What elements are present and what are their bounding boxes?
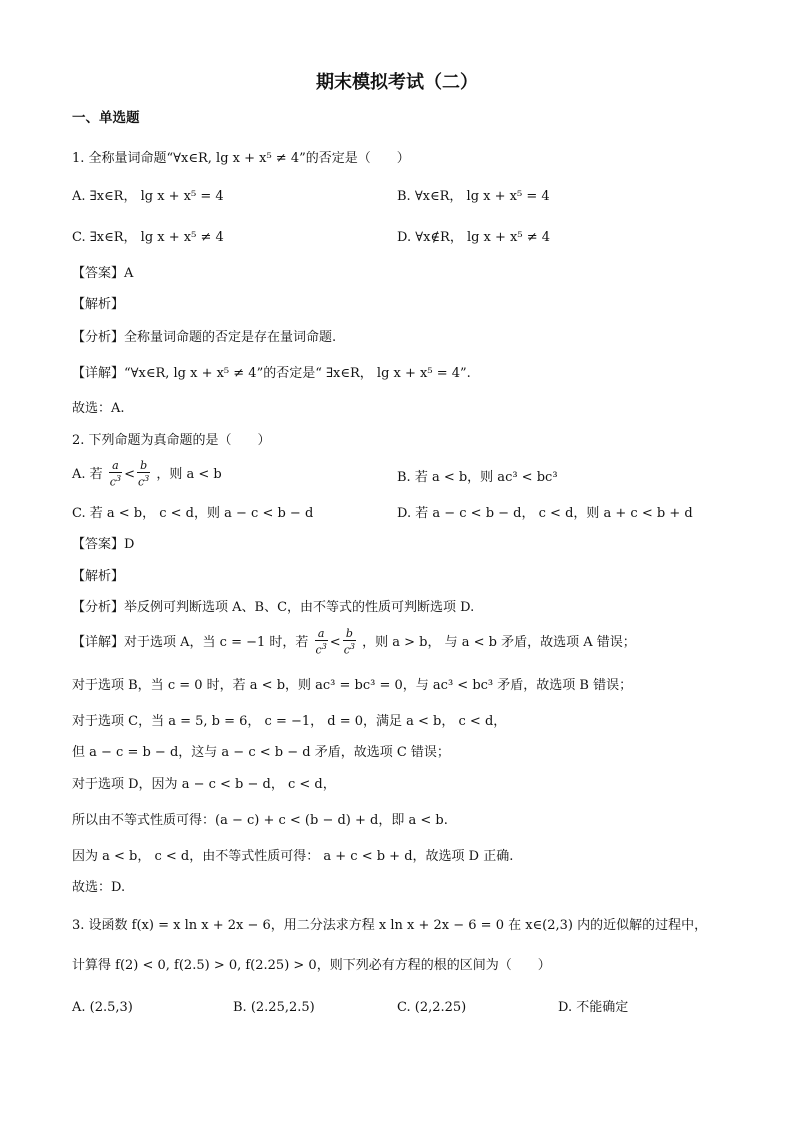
fraction-numerator: a bbox=[109, 460, 122, 473]
section-heading: 一、单选题 bbox=[72, 110, 140, 126]
q2-option-d: D. 若 a − c < b − d， c < d，则 a + c < b + d bbox=[397, 506, 693, 521]
q2-detail-c1: 对于选项 C，当 a = 5, b = 6， c = −1， d = 0，满足 a < b， c < d， bbox=[72, 714, 507, 729]
q2-detail-suffix: ，则 a > b， 与 a < b 矛盾，故选项 A 错误； bbox=[362, 635, 636, 650]
q3-option-a: A. (2.5,3) bbox=[72, 1000, 133, 1015]
q2-option-a-suffix: ，则 a < b bbox=[156, 467, 222, 482]
page-title: 期末模拟考试（二） bbox=[316, 72, 478, 93]
q2-option-a-prefix: A. 若 bbox=[72, 467, 103, 482]
q3-option-c: C. (2,2.25) bbox=[397, 1000, 467, 1015]
q2-detail-b: 对于选项 B，当 c = 0 时，若 a < b，则 ac³ = bc³ = 0，与 ac³ < bc³ 矛盾，故选项 B 错误； bbox=[72, 678, 633, 693]
fraction-denominator bbox=[137, 473, 150, 489]
fraction-numerator: a bbox=[315, 628, 328, 641]
fraction-den-base: c bbox=[315, 643, 322, 657]
fraction-den-base: c bbox=[137, 475, 145, 489]
q2-fenxi: 【分析】举反例可判断选项 A、B、C，由不等式的性质可判断选项 D. bbox=[72, 600, 475, 615]
q3-stem-line2: 计算得 f(2) < 0, f(2.5) > 0, f(2.25) > 0，则下列必有方程的根的区间为（ ） bbox=[72, 958, 551, 973]
q2-option-c: C. 若 a < b， c < d，则 a − c < b − d bbox=[72, 506, 314, 521]
q3-stem-line1: 3. 设函数 f(x) = x ln x + 2x − 6，用二分法求方程 x ln x + 2x − 6 = 0 在 x∈(2,3) 内的近似解的过程中， bbox=[72, 918, 708, 933]
q2-detail-d2: 所以由不等式性质可得：(a − c) + c < (b − d) + d，即 a < b. bbox=[72, 813, 448, 828]
fraction-denominator bbox=[109, 473, 122, 489]
q1-stem: 1. 全称量词命题“∀x∈R, lg x + x⁵ ≠ 4”的否定是（ ） bbox=[72, 151, 410, 166]
q2-detail-prefix: 【详解】对于选项 A，当 c = −1 时，若 bbox=[72, 635, 309, 650]
fraction-den-base: c bbox=[109, 475, 116, 489]
less-than-sign: < bbox=[124, 467, 135, 482]
less-than-sign: < bbox=[329, 635, 341, 650]
fraction-den-exp: 3 bbox=[321, 642, 327, 652]
fraction-b-over-c3 bbox=[343, 628, 356, 657]
q1-option-c: C. ∃x∈R， lg x + x⁵ ≠ 4 bbox=[72, 230, 224, 245]
fraction-den-exp: 3 bbox=[349, 642, 355, 652]
q1-fenxi: 【分析】全称量词命题的否定是存在量词命题. bbox=[72, 330, 337, 345]
q3-option-b: B. (2.25,2.5) bbox=[233, 1000, 315, 1015]
fraction-denominator bbox=[315, 641, 328, 657]
q1-answer: 【答案】A bbox=[72, 266, 134, 281]
q1-detail: 【详解】“∀x∈R, lg x + x⁵ ≠ 4”的否定是“ ∃x∈R， lg x + x⁵ = 4”. bbox=[72, 366, 471, 381]
fraction-denominator bbox=[343, 641, 356, 657]
q2-option-b: B. 若 a < b，则 ac³ < bc³ bbox=[397, 470, 558, 485]
q1-option-a: A. ∃x∈R， lg x + x⁵ = 4 bbox=[72, 189, 224, 204]
fraction-den-exp: 3 bbox=[144, 474, 150, 484]
q2-detail-d3: 因为 a < b， c < d，由不等式性质可得： a + c < b + d，故选项 D 正确. bbox=[72, 849, 514, 864]
fraction-numerator: b bbox=[137, 460, 150, 473]
q2-option-a bbox=[72, 460, 222, 490]
q1-option-b: B. ∀x∈R， lg x + x⁵ = 4 bbox=[397, 189, 550, 204]
q2-stem: 2. 下列命题为真命题的是（ ） bbox=[72, 433, 271, 448]
fraction-den-base: c bbox=[343, 643, 350, 657]
q3-option-d: D. 不能确定 bbox=[558, 1000, 629, 1015]
q2-analysis-label: 【解析】 bbox=[72, 569, 125, 584]
q2-answer: 【答案】D bbox=[72, 537, 135, 552]
fraction-den-exp: 3 bbox=[115, 474, 122, 484]
q1-analysis-label: 【解析】 bbox=[72, 297, 125, 312]
fraction-b-over-c3 bbox=[137, 460, 150, 489]
fraction-a-over-c3 bbox=[109, 460, 122, 489]
fraction-a-over-c3 bbox=[315, 628, 328, 657]
q1-option-d: D. ∀x∉R， lg x + x⁵ ≠ 4 bbox=[397, 230, 551, 245]
q2-detail-a bbox=[72, 628, 636, 658]
q2-choice: 故选：D. bbox=[72, 880, 126, 895]
q2-detail-c2: 但 a − c = b − d，这与 a − c < b − d 矛盾，故选项 C 错误； bbox=[72, 745, 450, 760]
q1-choice: 故选：A. bbox=[72, 401, 125, 416]
fraction-numerator: b bbox=[343, 628, 356, 641]
q2-detail-d1: 对于选项 D，因为 a − c < b − d， c < d， bbox=[72, 777, 336, 792]
